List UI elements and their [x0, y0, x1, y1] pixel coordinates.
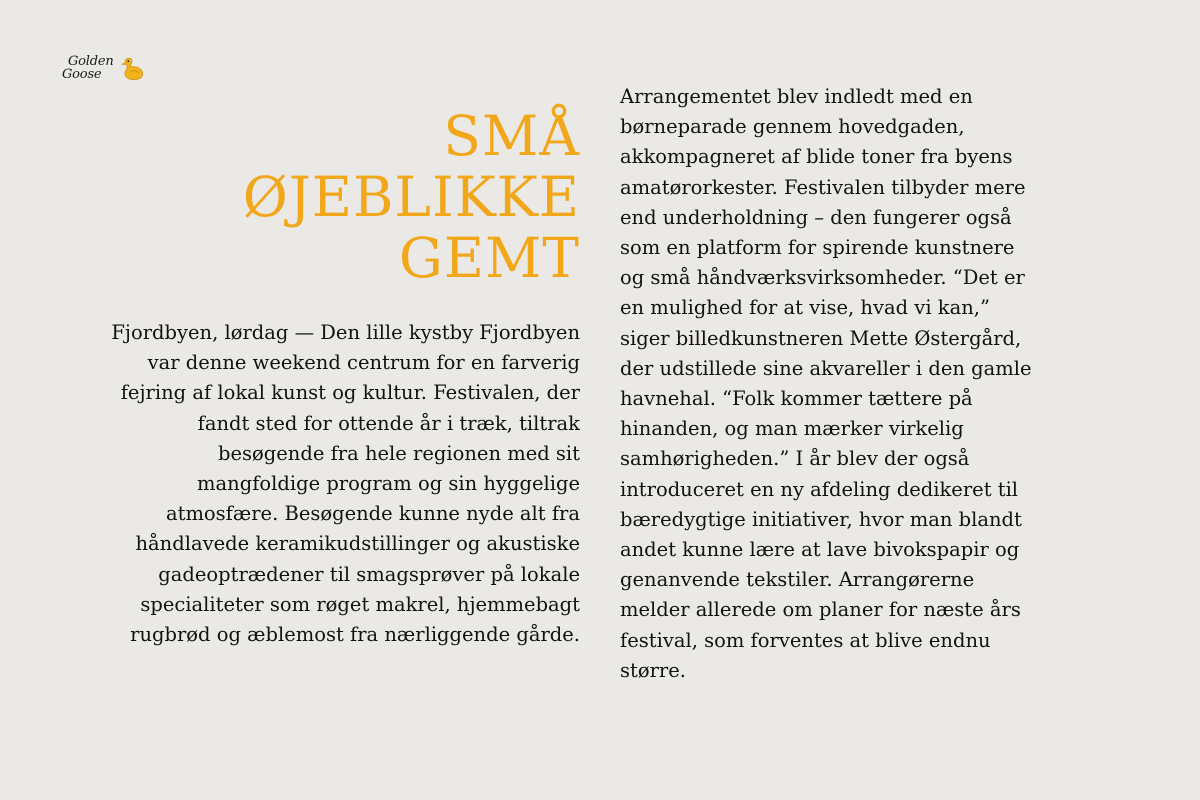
headline-line-2: ØJEBLIKKE: [242, 165, 580, 229]
headline-line-1: SMÅ: [443, 104, 580, 168]
duck-icon: [120, 56, 146, 84]
article-right-column: Arrangementet blev indledt med en børneparade gennem hovedgaden, akkompagneret af blide toner fra byens amatørorkester. Festivalen tilbyder mere end underholdning – den fungerer også som en platform for spirende kunstnere og små håndværksvirksomheder. “Det er en mulighed for at vise, hvad vi kan,” siger billedkunstneren Mette Østergård, der udstillede sine akvareller i den gamle havnehal. “Folk kommer tættere på hinanden, og man mærker virkelig samhørigheden.” I år blev der også introduceret en ny afdeling dedikeret til bæredygtige initiativer, hvor man blandt andet kunne lære at lave bivokspapir og genanvende tekstiler. Arrangørerne melder allerede om planer for næste års festival, som forventes at blive endnu større.: [620, 85, 1032, 682]
brand-logo: [62, 52, 152, 88]
headline: [150, 106, 580, 289]
logo-text-line-1: Golden: [68, 54, 114, 69]
logo-text-line-2: Goose: [62, 67, 102, 82]
headline-line-3: GEMT: [398, 226, 580, 290]
article-left-column: Fjordbyen, lørdag — Den lille kystby Fjordbyen var denne weekend centrum for en farverig fejring af lokal kunst og kultur. Festivalen, der fandt sted for ottende år i træk, tiltrak besøgende fra hele regionen med sit mangfoldige program og sin hyggelige atmosfære. Besøgende kunne nyde alt fra håndlavede keramikudstillinger og akustiske gadeoptrædener til smagsprøver på lokale specialiteter som røget makrel, hjemmebagt rugbrød og æblemost fra nærliggende gårde.: [111, 321, 580, 647]
